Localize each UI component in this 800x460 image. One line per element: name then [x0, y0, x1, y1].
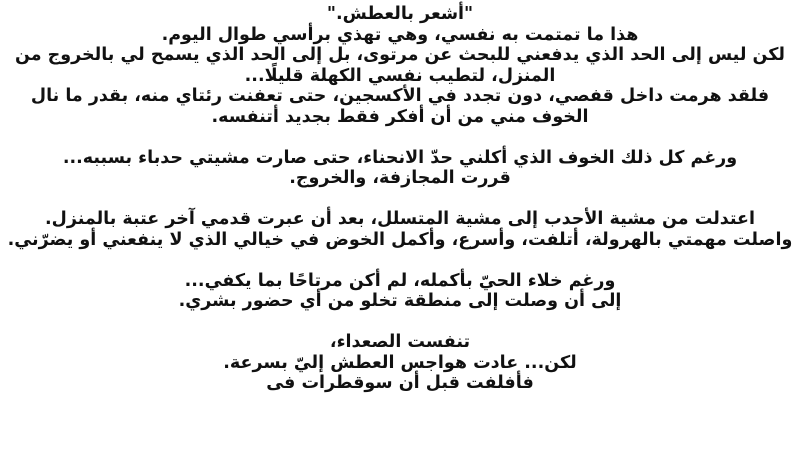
stanza-break [6, 189, 794, 210]
text-line: فلقد هرمت داخل قفصي، دون تجدد في الأكسجين، حتى تعفنت رئتاي منه، بقدر ما نال [30, 86, 770, 106]
stanza-break [6, 312, 794, 333]
text-line-cutoff: فأفلفت قبل أن سوقطرات فى [266, 373, 534, 393]
text-line: ورغم خلاء الحيّ بأكمله، لم أكن مرتاحًا بما يكفي... [184, 270, 616, 291]
text-line: المنزل، لتطيب نفسي الكهلة قليلًا... [244, 65, 556, 86]
text-line: هذا ما تمتمت به نفسي، وهي تهذي برأسي طوال اليوم. [161, 24, 639, 45]
text-line: إلى أن وصلت إلى منطقة تخلو من أي حضور بشري. [178, 291, 622, 311]
text-line: لكن ليس إلى الحد الذي يدفعني للبحث عن مرتوى، بل إلى الحد الذي يسمح لي بالخروج من [15, 45, 785, 65]
text-line: الخوف مني من أن أفكر فقط بجديد أتنفسه. [211, 106, 589, 127]
stanza-break [6, 127, 794, 148]
poem-text [6, 4, 794, 394]
text-line: اعتدلت من مشية الأحدب إلى مشية المتسلل، بعد أن عبرت قدمي آخر عتبة بالمنزل. [45, 209, 755, 229]
stanza-break [6, 250, 794, 271]
text-line: لكن... عادت هواجس العطش إليّ بسرعة. [223, 352, 577, 373]
text-line: تنفست الصعداء، [329, 332, 471, 352]
text-line: قررت المجازفة، والخروج. [289, 168, 511, 188]
text-line: واصلت مهمتي بالهرولة، أتلفت، وأسرع، وأكمل الخوض في خيالي الذي لا ينفعني أو يضرّني. [7, 229, 793, 250]
text-line: ورغم كل ذلك الخوف الذي أكلني حدّ الانحناء، حتى صارت مشيتي حدباء بسببه... [62, 147, 738, 168]
text-line-title: "أشعر بالعطش." [326, 4, 474, 24]
